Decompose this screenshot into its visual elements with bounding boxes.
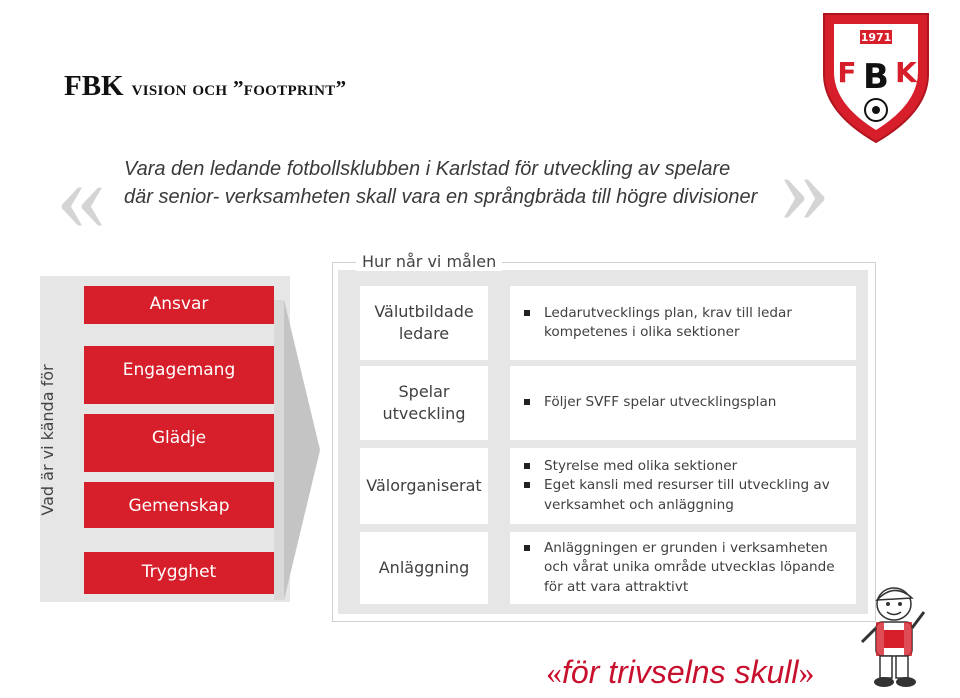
known-for-label: Vad är vi kända för xyxy=(38,364,57,516)
logo-letter-k: K xyxy=(895,56,917,89)
slogan xyxy=(546,654,815,691)
page-title xyxy=(64,66,346,103)
logo-letter-f: F xyxy=(837,56,857,89)
detail-box-player-development xyxy=(510,366,856,440)
logo-year: 1971 xyxy=(860,31,892,44)
list-item: Följer SVFF spelar utvecklingsplan xyxy=(524,393,848,412)
detail-box-leaders xyxy=(510,286,856,360)
goal-box-leaders xyxy=(360,286,488,360)
open-quote-mark: « xyxy=(56,140,106,251)
bullet-icon xyxy=(524,463,530,469)
goal-box-player-development xyxy=(360,366,488,440)
how-to-title: Hur når vi målen xyxy=(356,252,502,271)
goal-box-facility xyxy=(360,532,488,604)
slogan-open-quote: « xyxy=(546,654,562,690)
title-close-quote: ” xyxy=(335,76,347,100)
title-rest: vision och ”footprint xyxy=(131,76,336,100)
goal-player-line-2: utveckling xyxy=(382,404,466,423)
goal-organised-line-1: Välorganiserat xyxy=(366,476,482,496)
value-trygghet: Trygghet xyxy=(84,552,274,594)
detail-box-organised xyxy=(510,448,856,524)
slogan-close-quote: » xyxy=(798,654,815,690)
slogan-text: för trivselns skull xyxy=(562,654,799,690)
bullet-icon xyxy=(524,310,530,316)
goal-leaders-line-1: Välutbildade xyxy=(374,302,474,322)
value-group xyxy=(84,346,274,528)
title-main: FBK xyxy=(64,70,124,102)
value-ansvar: Ansvar xyxy=(84,286,274,324)
divider xyxy=(84,472,274,482)
bullet-icon xyxy=(524,545,530,551)
goal-leaders-line-2: ledare xyxy=(398,324,450,343)
value-gemenskap: Gemenskap xyxy=(128,496,230,516)
arrow-right-icon xyxy=(274,300,324,600)
fbk-logo xyxy=(820,12,932,144)
list-item: Eget kansli med resurser till utveckling av verksamhet och anläggning xyxy=(524,476,848,514)
divider xyxy=(84,404,274,414)
close-quote-mark: » xyxy=(780,132,830,243)
detail-box-facility xyxy=(510,532,856,604)
list-item: Anläggningen er grunden i verksamheten och vårat unika område utvecklas löpande för att vara attraktivt xyxy=(524,539,848,596)
value-gladje: Glädje xyxy=(151,428,207,448)
goal-box-organised xyxy=(360,448,488,524)
mascot-icon xyxy=(856,582,932,694)
bullet-icon xyxy=(524,482,530,488)
value-engagemang: Engagemang xyxy=(122,360,236,380)
goal-player-line-1: Spelar xyxy=(398,382,450,402)
vision-line-2: där senior- verksamheten skall vara en språngbräda till högre divisioner xyxy=(124,186,758,208)
list-item: Styrelse med olika sektioner xyxy=(524,457,848,476)
goal-facility-line-1: Anläggning xyxy=(378,558,470,578)
list-item: Ledarutvecklings plan, krav till ledar kompetenes i olika sektioner xyxy=(524,304,848,342)
vision-line-1: Vara den ledande fotbollsklubben i Karlstad för utveckling av spelare xyxy=(124,158,731,180)
bullet-icon xyxy=(524,399,530,405)
logo-letter-b: B xyxy=(863,57,889,97)
